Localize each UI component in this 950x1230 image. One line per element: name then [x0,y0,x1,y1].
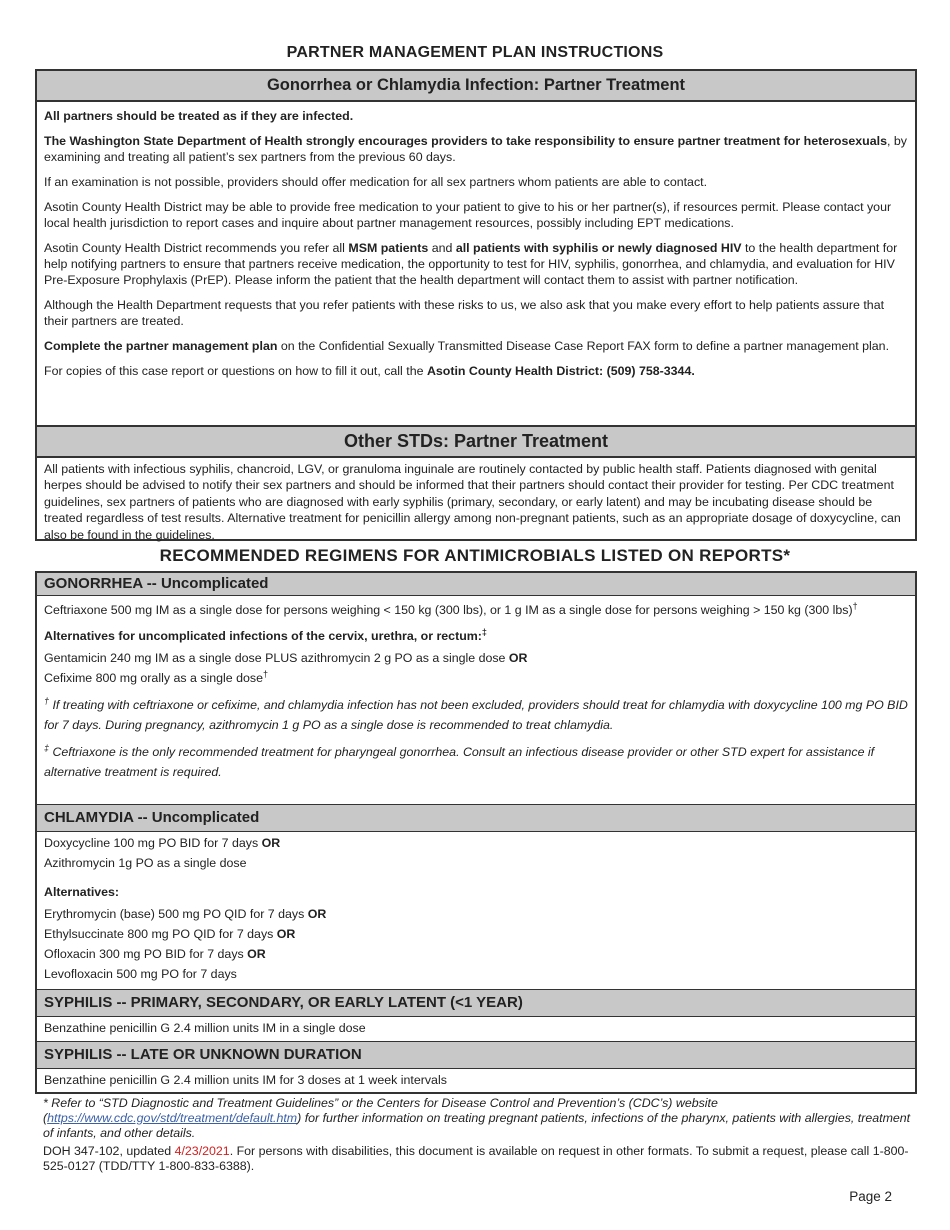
chlamydia-alt-4: Levofloxacin 500 mg PO for 7 days [44,967,237,981]
footer-doh-note: DOH 347-102, updated 4/23/2021. For persons with disabilities, this document is available on request in other formats. To submit a request, please call 1-800-525-0127 (TDD/TTY 1-800-833-6388). [43,1144,909,1173]
gc-p1: All partners should be treated as if they are infected. [44,109,354,123]
gc-partner-heading: Gonorrhea or Chlamydia Infection: Partner Treatment [37,71,915,102]
chlamydia-alt-3: Ofloxacin 300 mg PO BID for 7 days OR [44,947,266,961]
gc-p8: For copies of this case report or questions on how to fill it out, call the Asotin County Health District: (509) 758-3344. [44,364,695,378]
doh-update-date: 4/23/2021 [174,1144,230,1158]
page-number: Page 2 [849,1189,892,1204]
chlamydia-alt-1: Erythromycin (base) 500 mg PO QID for 7 days OR [44,907,327,921]
gonorrhea-alt-2: Cefixime 800 mg orally as a single dose† [44,668,269,685]
gonorrhea-alt-heading: Alternatives for uncomplicated infections of the cervix, urethra, or rectum:‡ [44,626,487,643]
gc-p3: If an examination is not possible, providers should offer medication for all sex partners whom patients are able to contact. [44,175,708,189]
footer [43,1096,913,1174]
gonorrhea-main-regimen: Ceftriaxone 500 mg IM as a single dose for persons weighing < 150 kg (300 lbs), or 1 g IM as a single dose for persons weighing > 150 kg (300 lbs)† [44,600,858,617]
chlamydia-heading: CHLAMYDIA -- Uncomplicated [37,804,915,832]
other-std-heading: Other STDs: Partner Treatment [37,427,915,458]
gonorrhea-note-ddagger: ‡ Ceftriaxone is the only recommended treatment for pharyngeal gonorrhea. Consult an infectious disease provider or other STD expert for assistance if alternative treatment is required. [44,742,875,779]
chlamydia-alt-heading: Alternatives: [44,885,120,899]
chlamydia-alt-2: Ethylsuccinate 800 mg PO QID for 7 days OR [44,927,296,941]
gc-partner-treatment-box [35,69,917,427]
syphilis-late-heading: SYPHILIS -- LATE OR UNKNOWN DURATION [37,1041,915,1069]
chlamydia-line-2: Azithromycin 1g PO as a single dose [44,856,247,870]
chlamydia-line-1: Doxycycline 100 mg PO BID for 7 days OR [44,836,281,850]
gc-p2: The Washington State Department of Health strongly encourages providers to take responsibility to ensure partner treatment for heterosexuals, by examining and treating all patient’s sex partners from the previous 60 days. [44,134,907,164]
syphilis-late-regimen: Benzathine penicillin G 2.4 million units IM for 3 doses at 1 week intervals [44,1073,447,1087]
syphilis-early-body [37,1017,915,1041]
gc-p4: Asotin County Health District may be able to provide free medication to your patient to give to his or her partner(s), if resources permit. Please contact your local health jurisdiction to report cases and inquire about partner management resources, possibly including EPT medications. [44,200,892,230]
gonorrhea-alt-1: Gentamicin 240 mg IM as a single dose PLUS azithromycin 2 g PO as a single dose OR [44,651,528,665]
regimens-table [35,571,917,1094]
gonorrhea-heading: GONORRHEA -- Uncomplicated [37,573,915,596]
gonorrhea-note-dagger: † If treating with ceftriaxone or cefixime, and chlamydia infection has not been excluded, providers should treat for chlamydia with doxycycline 100 mg PO BID for 7 days. During pregnancy, azithromycin 1 g PO as a single dose is recommended to treat chlamydia. [44,695,908,732]
chlamydia-body [37,832,915,989]
other-std-text: All patients with infectious syphilis, chancroid, LGV, or granuloma inguinale are routinely contacted by public health staff. Patients diagnosed with genital herpes should be advised to notify their sex partners and should be informed that their partners should contact their provider for testing. Per CDC treatment guidelines, sex partners of patients who are diagnosed with early syphilis (primary, secondary, or early latent) and may be incubating disease should be treated regardless of test results. Alternative treatment for penicillin allergy among non-pregnant patients, such as an appropriate dosage of doxycycline, can also be found in the guidelines. [44,462,901,542]
gc-p6: Although the Health Department requests that you refer patients with these risks to us, we also ask that you make every effort to help patients assure that their partners are treated. [44,298,885,328]
footer-reference: * Refer to “STD Diagnostic and Treatment Guidelines” or the Centers for Disease Control and Prevention’s (CDC’s) website (https://www.cdc.gov/std/treatment/default.htm) for further information on treating pregnant patients, infections of the pharynx, patients with allergies, treatment of infants, and other details. [43,1096,911,1140]
regimens-title: RECOMMENDED REGIMENS FOR ANTIMICROBIALS LISTED ON REPORTS* [159,546,791,565]
gc-partner-body [37,102,915,379]
cdc-guidelines-link[interactable]: https://www.cdc.gov/std/treatment/default.htm [47,1111,298,1125]
syphilis-early-regimen: Benzathine penicillin G 2.4 million units IM in a single dose [44,1021,366,1035]
gonorrhea-body [37,596,915,804]
other-std-box [35,425,917,541]
page-title: PARTNER MANAGEMENT PLAN INSTRUCTIONS [286,44,664,61]
syphilis-late-body [37,1069,915,1092]
gc-p5: Asotin County Health District recommends you refer all MSM patients and all patients with syphilis or newly diagnosed HIV to the health department for help notifying partners to ensure that partners receive medication, the opportunity to test for HIV, syphilis, gonorrhea, and chlamydia, and evaluation for HIV Pre-Exposure Prophylaxis (PrEP). Please inform the patient that the health department will contact them to assist with partner notification. [44,241,898,287]
gc-p7: Complete the partner management plan on the Confidential Sexually Transmitted Disease Case Report FAX form to define a partner management plan. [44,339,890,353]
syphilis-early-heading: SYPHILIS -- PRIMARY, SECONDARY, OR EARLY LATENT (<1 YEAR) [37,989,915,1017]
